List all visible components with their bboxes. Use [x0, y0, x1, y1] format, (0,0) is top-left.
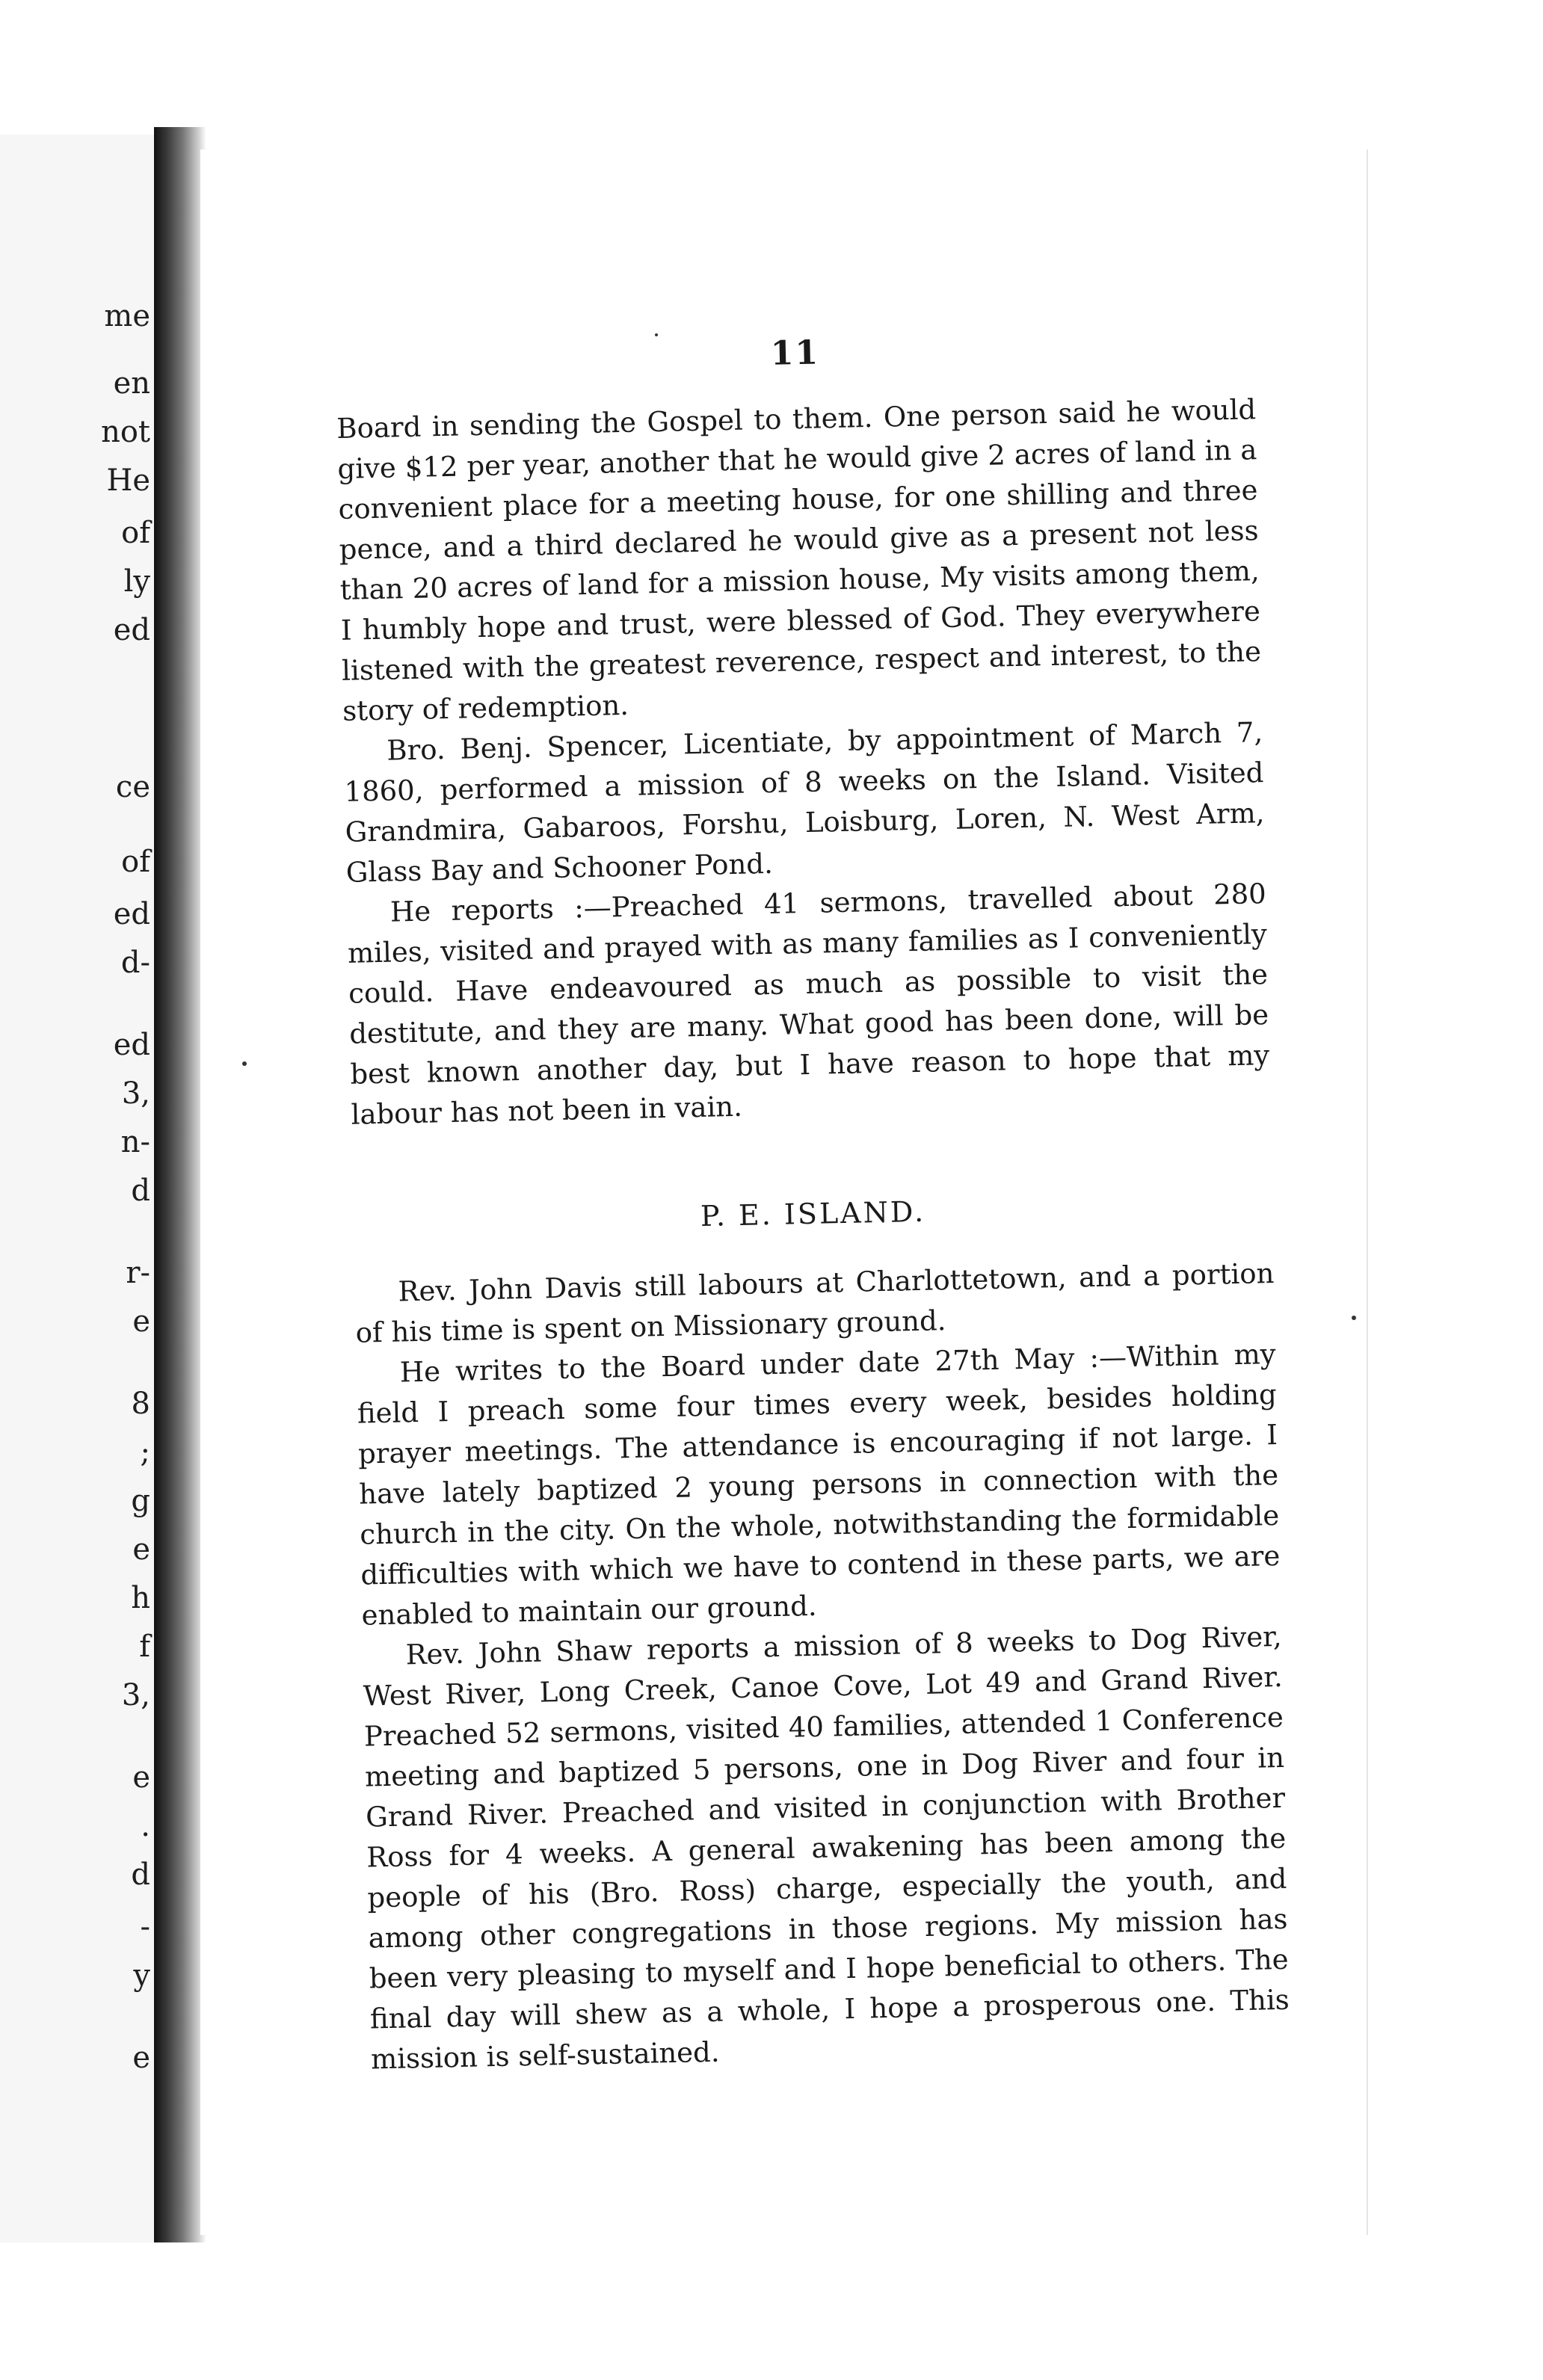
previous-page-fragment-text: ed: [113, 1028, 150, 1062]
paragraph-davis-letter: He writes to the Board under date 27th May :—Within my field I preach some four times every week, besides holding prayer meetings. The attendance is encouraging if not large. I have lately baptized 2 young persons in connection with the church in the city. On the whole, notwithstanding the formidable difficulties with which we have to contend in these parts, we are enabled to maintain our ground.: [357, 1337, 1281, 1632]
paragraph-spencer-report: He reports :—Preached 41 sermons, travelled about 280 miles, visited and prayed with as many families as I conveniently could. Have endeavoured as much as possible to visit the destitute, and they are many. What good has been done, will be best known another day, but I have reason to hope that my labour has not been in vain.: [347, 878, 1270, 1131]
previous-page-fragment-text: e: [132, 1760, 150, 1795]
previous-page-fragment-text: .: [141, 1809, 150, 1843]
book-gutter-shadow: [154, 127, 206, 2242]
previous-page-fragment-text: 3,: [121, 1076, 150, 1111]
paper-speck: [242, 1061, 247, 1066]
previous-page-fragment-text: ly: [123, 564, 150, 599]
previous-page-fragment-text: r-: [126, 1256, 150, 1290]
section-heading: P. E. ISLAND.: [700, 1194, 926, 1233]
book-page: [200, 149, 1368, 2235]
paragraph-continuation: Board in sending the Gospel to them. One person said he would give $12 per year, another that he would give 2 acres of land in a convenient place for a meeting house, for one shilling and three pence, and a third declared he would give as a present not less than 20 acres of land for a mission house, My visits among them, I humbly hope and trust, were blessed of God. They everywhere listened with the greatest reverence, respect and interest, to the story of redemption.: [336, 393, 1262, 727]
previous-page-fragment-text: d: [131, 1858, 150, 1892]
previous-page-fragment-text: g: [131, 1484, 150, 1518]
previous-page-fragment-text: of: [121, 845, 150, 879]
previous-page-fragment-text: 8: [131, 1387, 150, 1421]
previous-page-fragment: [0, 135, 161, 2242]
previous-page-fragment-text: ed: [113, 897, 150, 931]
paragraph-spencer-mission: Bro. Benj. Spencer, Licentiate, by appointment of March 7, 1860, performed a mission of 8 weeks on the Island. Visited Grandmira, Gabaroos, Forshu, Loisburg, Loren, N. West Arm, Glass Bay and Schooner Pond.: [344, 716, 1265, 889]
previous-page-fragment-text: e: [132, 1532, 150, 1567]
previous-page-fragment-text: d-: [120, 946, 150, 980]
previous-page-fragment-text: n-: [120, 1125, 150, 1159]
previous-page-fragment-text: of: [121, 516, 150, 550]
previous-page-fragment-text: ;: [140, 1435, 150, 1470]
previous-page-fragment-text: ce: [115, 770, 150, 804]
paper-speck: [655, 333, 658, 336]
previous-page-fragment-text: e: [132, 2041, 150, 2075]
paragraph-shaw-report: Rev. John Shaw reports a mission of 8 weeks to Dog River, West River, Long Creek, Canoe Cove, Lot 49 and Grand River. Preached 52 sermons, visited 40 families, attended 1 Conference meeting and baptized 5 persons, one in Dog River and four in Grand River. Preached and visited in conjunction with Brother Ross for 4 weeks. A general awakening has been among the people of his (Bro. Ross) charge, especially the youth, and among other congregations in those regions. My mission has been very pleasing to myself and I hope beneficial to others. The final day will shew as a whole, I hope a prosperous one. This mission is self-sustained.: [363, 1620, 1290, 2076]
paragraph-davis: Rev. John Davis still labours at Charlottetown, and a portion of his time is spent on Missionary ground.: [355, 1257, 1275, 1349]
previous-page-fragment-text: f: [139, 1630, 150, 1664]
paper-speck: [1352, 1316, 1356, 1320]
page-number: 11: [770, 333, 820, 373]
previous-page-fragment-text: ed: [113, 613, 150, 647]
previous-page-fragment-text: not: [101, 415, 150, 449]
previous-page-fragment-text: me: [104, 299, 150, 333]
previous-page-fragment-text: 3,: [121, 1678, 150, 1712]
previous-page-fragment-text: -: [140, 1910, 150, 1944]
previous-page-fragment-text: en: [113, 366, 150, 401]
previous-page-fragment-text: He: [106, 463, 150, 498]
previous-page-fragment-text: y: [133, 1958, 150, 1993]
previous-page-fragment-text: h: [131, 1581, 150, 1615]
page-content: [335, 324, 1290, 2080]
previous-page-fragment-text: d: [131, 1174, 150, 1208]
previous-page-fragment-text: e: [132, 1304, 150, 1339]
